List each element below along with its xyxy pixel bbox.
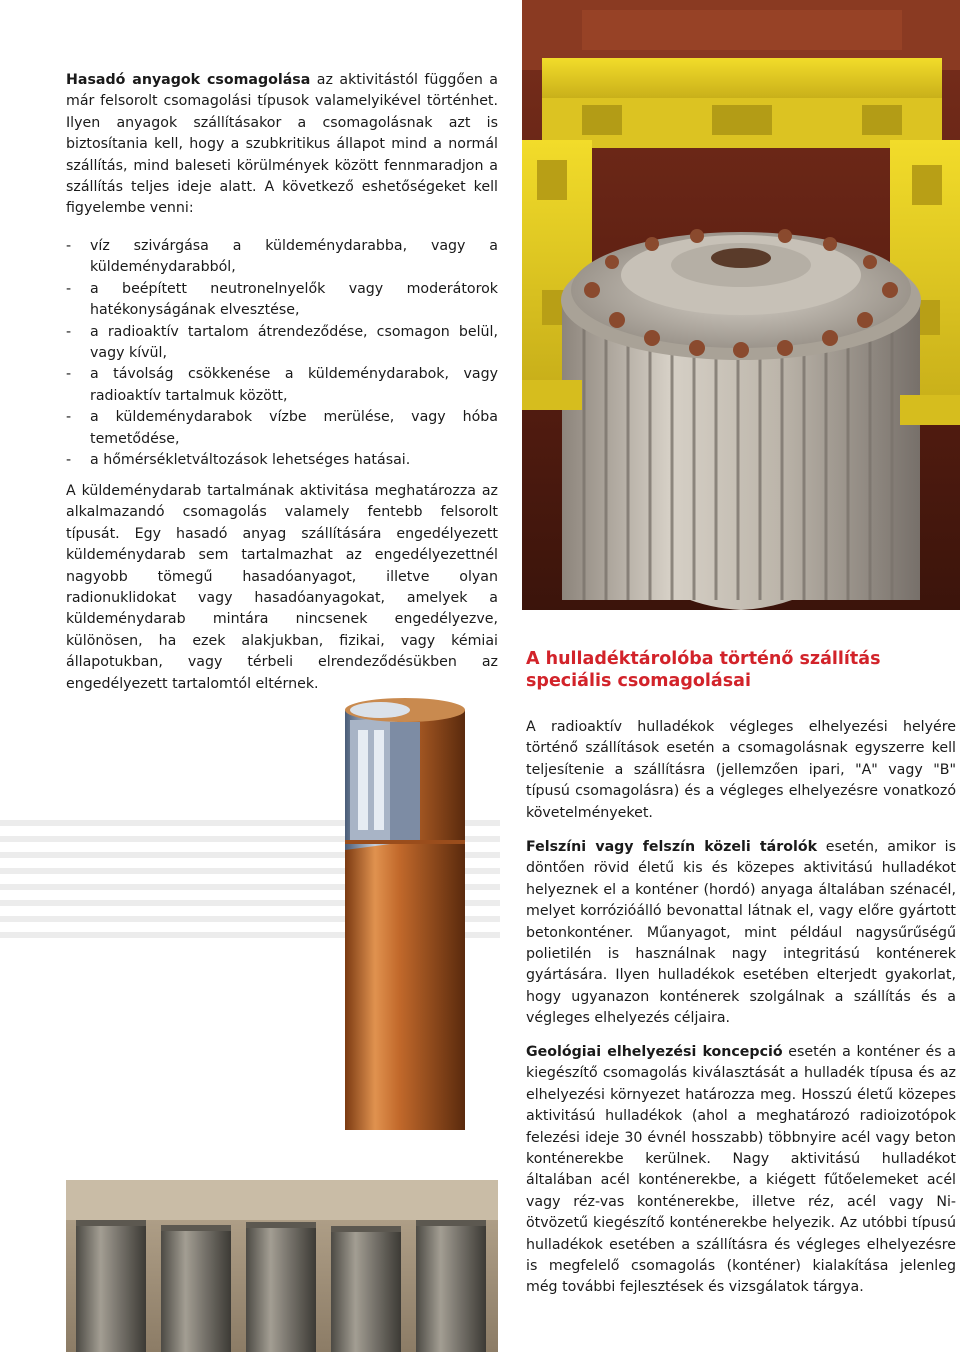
right-paragraph-2 xyxy=(526,837,956,1030)
right-paragraph-3 xyxy=(526,1042,956,1299)
transport-cask-drawing xyxy=(522,0,960,610)
hazard-list xyxy=(66,236,498,471)
right-p2-text: esetén, amikor is döntően rövid életű kis és közepes aktivitású hulladékot helyeznek el a konténer (hordó) anyaga általában szénacél, melyet korrózióálló bevonattal látnak el, vagy előre gyártott betonkonténer. Műanyagot, mint például nagysűrűségű polietilén is használnak nagy integritású konténerek gyártására. Ilyen hulladékok esetében elterjedt gyakorlat, hogy ugyanazon konténerek szolgálnak a szállítás és a végleges elhelyezés céljaira. xyxy=(526,839,956,1027)
section-title: A hulladéktárolóba történő szállítás speciális csomagolásai xyxy=(526,649,881,691)
intro-text: az aktivitástól függően a már felsorolt csomagolási típusok valamelyikével történhet. Ilyen anyagok szállításakor a csomagolásnak azt is biztosítania kell, hogy a szubkritikus állapot mind a normál szállítás, mind baleseti körülmények között fennmaradjon a szállítás teljes ideje alatt. A következő eshetőségeket kell figyelembe venni: xyxy=(66,72,498,217)
list-item: - a küldeménydarabok vízbe merülése, vagy hóba temetődése, xyxy=(66,407,498,450)
canister-illustration xyxy=(0,690,500,1130)
canister-drawing xyxy=(0,690,500,1130)
right-p3-lead: Geológiai elhelyezési koncepció xyxy=(526,1044,783,1060)
right-paragraph-1: A radioaktív hulladékok végleges elhelyezési helyére történő szállítások esetén a csomagolásnak egyszerre kell teljesítenie a szállításra (jellemzően ipari, "A" vagy "B" típusú csomagolásra) és a végleges elhelyezésre vonatkozó követelményeket. xyxy=(526,719,956,821)
list-item: - a beépített neutronelnyelők vagy moderátorok hatékonyságának elvesztése, xyxy=(66,279,498,322)
storage-facility-drawing xyxy=(66,1180,498,1352)
activity-paragraph: A küldeménydarab tartalmának aktivitása meghatározza az alkalmazandó csomagolás valamely fentebb felsorolt típusát. Egy hasadó anyag szállítására engedélyezett küldeménydarab sem tartalmazhat az engedélyezettnél nagyobb tömegű hasadóanyagot, illetve olyan radionuklidokat vagy hasadóanyagokat, amelyek a küldeménydarab mintára nincsenek engedélyezve, különösen, ha ezek alakjukban, fizikai, vagy kémiai állapotukban, vagy térbeli elrendeződésükben az engedélyezett tartalomtól eltérnek. xyxy=(66,483,498,692)
intro-lead: Hasadó anyagok csomagolása xyxy=(66,72,311,88)
transport-cask-photo xyxy=(522,0,960,610)
right-p2-lead: Felszíni vagy felszín közeli tárolók xyxy=(526,839,818,855)
list-item: - a radioaktív tartalom átrendeződése, csomagon belül, vagy kívül, xyxy=(66,322,498,365)
intro-paragraph xyxy=(66,70,498,220)
list-item: - a távolság csökkenése a küldeménydarabok, vagy radioaktív tartalmuk között, xyxy=(66,364,498,407)
list-item: - víz szivárgása a küldeménydarabba, vagy a küldeménydarabból, xyxy=(66,236,498,279)
list-item: - a hőmérsékletváltozások lehetséges hatásai. xyxy=(66,450,498,471)
right-p3-text: esetén a konténer és a kiegészítő csomagolás kiválasztását a hulladék típusa és az elhelyezési környezet határozza meg. Hosszú életű közepes aktivitású hulladékok (ahol a meghatározó radioizotópok felezési ideje 30 évnél hosszabb) többnyire acél vagy beton konténerekbe kerülnek. Nagy aktivitású hulladékot általában acél konténerekbe, a kiégett fűtőelemeket acél vagy réz-vas konténerekbe, illetve réz, acél vagy Ni-ötvözetű kiegészítő konténerekbe helyezik. Az utóbbi típusú hulladékok esetében a szállításra és végleges elhelyezésre is megfelelő csomagolás (konténer) kialakítása jelenleg még további fejlesztések és vizsgálatok tárgya. xyxy=(526,1044,956,1296)
storage-facility-photo xyxy=(66,1180,498,1352)
